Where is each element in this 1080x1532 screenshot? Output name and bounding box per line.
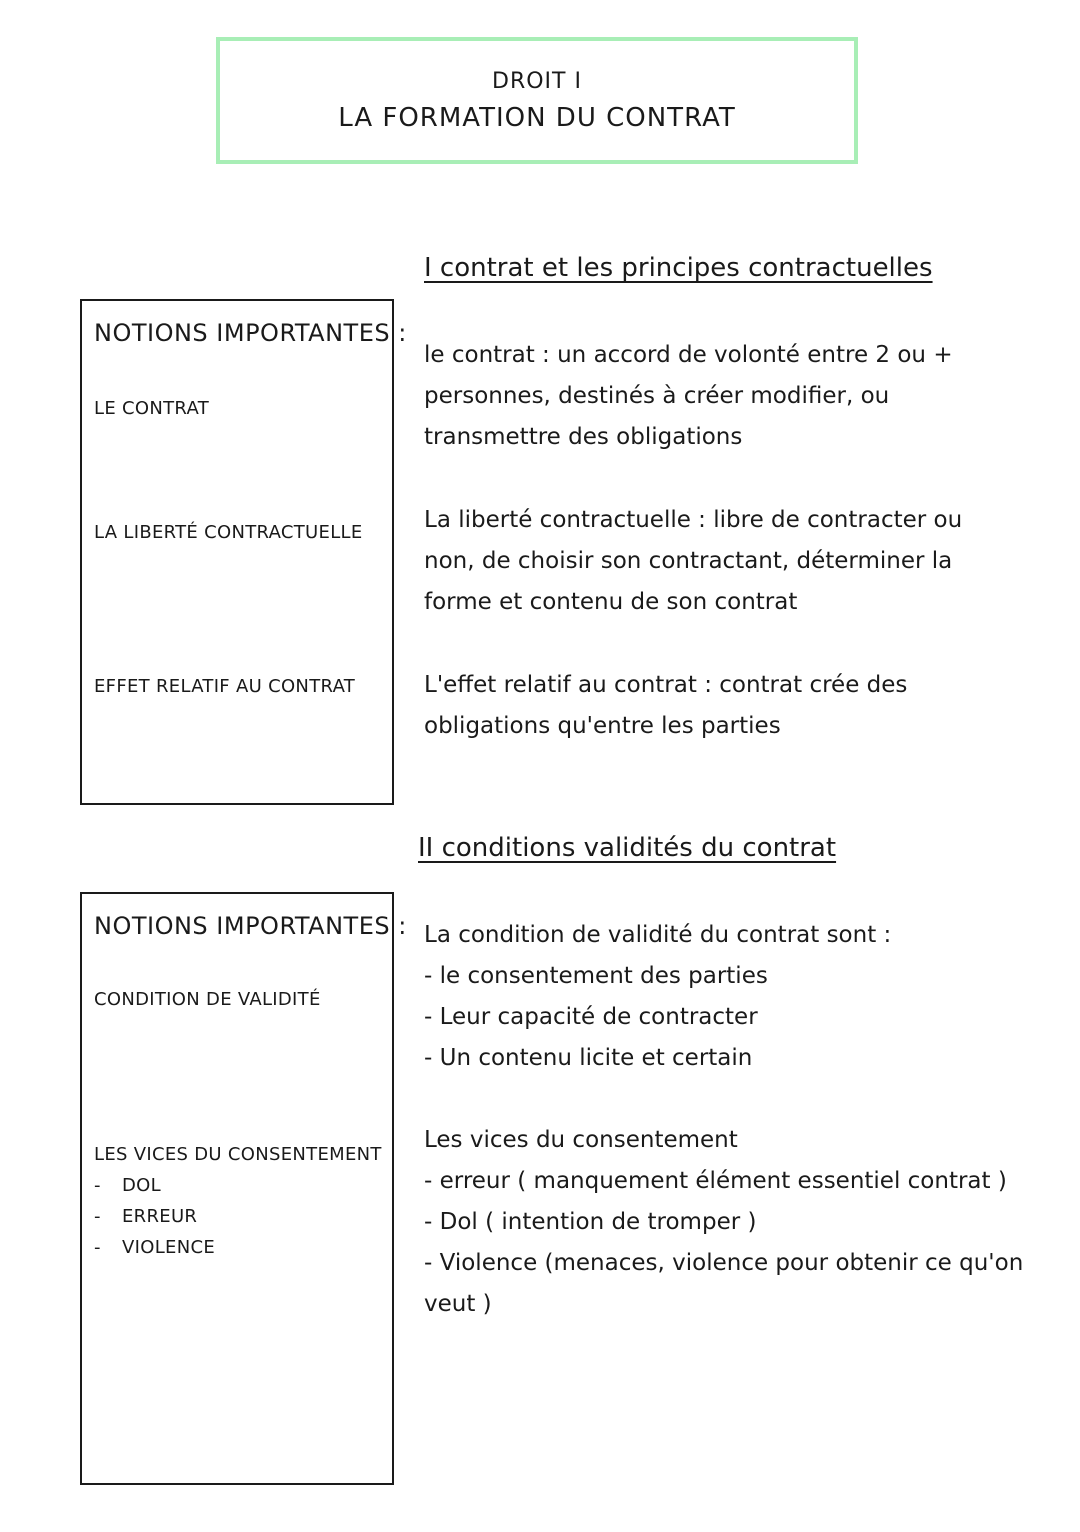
paragraph-line: - Dol ( intention de tromper ) bbox=[424, 1209, 757, 1235]
paragraph-line: personnes, destinés à créer modifier, ou bbox=[424, 383, 890, 409]
list-item: - DOL bbox=[94, 1170, 215, 1201]
section-2-title: II conditions validités du contrat bbox=[418, 833, 837, 863]
paragraph-line: - Violence (menaces, violence pour obtenir ce qu'on bbox=[424, 1250, 1024, 1276]
paragraph-line: La liberté contractuelle : libre de contracter ou bbox=[424, 507, 963, 533]
vices-list bbox=[94, 1170, 215, 1263]
paragraph-line: non, de choisir son contractant, déterminer la bbox=[424, 548, 953, 574]
chapter-title: LA FORMATION DU CONTRAT bbox=[338, 102, 736, 133]
notion-item: LE CONTRAT bbox=[94, 398, 210, 419]
definition-paragraph bbox=[424, 665, 1014, 747]
paragraph-line: le contrat : un accord de volonté entre 2 ou + bbox=[424, 342, 953, 368]
definition-paragraph bbox=[424, 500, 1014, 623]
paragraph-line: - Un contenu licite et certain bbox=[424, 1045, 753, 1071]
section-1-title: I contrat et les principes contractuelles bbox=[424, 253, 933, 283]
paragraph-line: - erreur ( manquement élément essentiel contrat ) bbox=[424, 1168, 1007, 1194]
paragraph-line: Les vices du consentement bbox=[424, 1127, 738, 1153]
notion-item: EFFET RELATIF AU CONTRAT bbox=[94, 676, 356, 697]
definition-paragraph bbox=[424, 335, 1014, 458]
title-box bbox=[216, 37, 858, 164]
list-item: - VIOLENCE bbox=[94, 1232, 215, 1263]
paragraph-line: forme et contenu de son contrat bbox=[424, 589, 798, 615]
notions-box-1 bbox=[80, 299, 407, 805]
paragraph-line: L'effet relatif au contrat : contrat crée des bbox=[424, 672, 908, 698]
notion-item: LA LIBERTÉ CONTRACTUELLE bbox=[94, 522, 363, 543]
notions-heading: NOTIONS IMPORTANTES : bbox=[94, 912, 407, 940]
paragraph-line: - le consentement des parties bbox=[424, 963, 768, 989]
notions-heading: NOTIONS IMPORTANTES : bbox=[94, 319, 407, 347]
notion-item: CONDITION DE VALIDITÉ bbox=[94, 989, 321, 1010]
paragraph-line: - Leur capacité de contracter bbox=[424, 1004, 758, 1030]
paragraph-line: La condition de validité du contrat sont : bbox=[424, 922, 892, 948]
course-title: DROIT I bbox=[492, 68, 582, 94]
paragraph-line: transmettre des obligations bbox=[424, 424, 743, 450]
notion-item: LES VICES DU CONSENTEMENT bbox=[94, 1144, 382, 1165]
list-item: - ERREUR bbox=[94, 1201, 215, 1232]
notions-box-2 bbox=[80, 892, 407, 1485]
validity-paragraph bbox=[424, 915, 1014, 1079]
paragraph-line: obligations qu'entre les parties bbox=[424, 713, 781, 739]
vices-paragraph bbox=[424, 1120, 1024, 1325]
paragraph-line: veut ) bbox=[424, 1291, 492, 1317]
